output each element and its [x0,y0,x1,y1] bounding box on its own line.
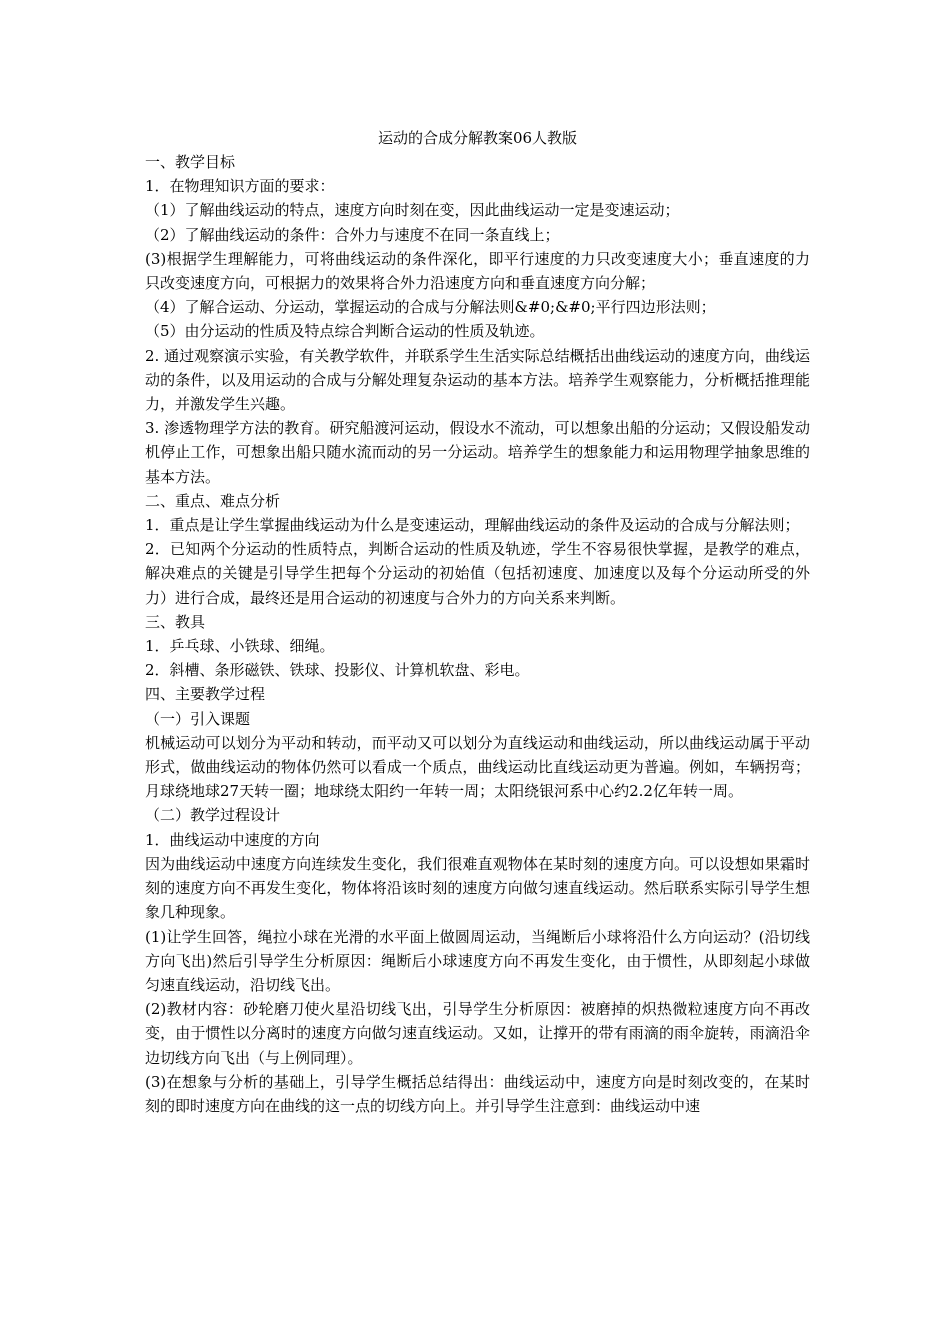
paragraph: (3)在想象与分析的基础上，引导学生概括总结得出：曲线运动中，速度方向是时刻改变的，在某时刻的即时速度方向在曲线的这一点的切线方向上。并引导学生注意到：曲线运动中速 [145,1072,810,1115]
paragraph: 二、重点、难点分析 [145,491,281,510]
paragraph: （二）教学过程设计 [145,806,281,825]
paragraph: 三、教具 [145,612,206,631]
paragraph: 一、教学目标 [145,153,236,171]
paragraph: （5）由分运动的性质及特点综合判断合运动的性质及轨迹。 [145,322,545,341]
paragraph: 2．已知两个分运动的性质特点，判断合运动的性质及轨迹，学生不容易很快掌握，是教学的难点，解决难点的关键是引导学生把每个分运动的初始值（包括初速度、加速度以及每个分运动所受的外力）进行合成，最终还是用合运动的初速度与合外力的方向关系来判断。 [145,540,810,607]
paragraph: （1）了解曲线运动的特点，速度方向时刻在变，因此曲线运动一定是变速运动； [145,201,680,220]
paragraph: 1．在物理知识方面的要求： [145,177,335,196]
document-title: 运动的合成分解教案06人教版 [377,129,578,147]
document-page [145,126,810,1118]
paragraph: (1)让学生回答，绳拉小球在光滑的水平面上做圆周运动，当绳断后小球将沿什么方向运动？(沿切线方向飞出)然后引导学生分析原因：绳断后小球速度方向不再发生变化，由于惯性，从即刻起小球做匀速直线运动，沿切线飞出。 [145,927,810,994]
paragraph: 2. 通过观察演示实验，有关教学软件，并联系学生生活实际总结概括出曲线运动的速度方向，曲线运动的条件，以及用运动的合成与分解处理复杂运动的基本方法。培养学生观察能力，分析概括推理能力，并激发学生兴趣。 [145,346,810,414]
paragraph: 1．曲线运动中速度的方向 [145,830,320,849]
paragraph: 2．斜槽、条形磁铁、铁球、投影仪、计算机软盘、彩电。 [145,661,530,680]
paragraph: （一）引入课题 [145,709,251,728]
paragraph: 机械运动可以划分为平动和转动，而平动又可以划分为直线运动和曲线运动，所以曲线运动属于平动形式，做曲线运动的物体仍然可以看成一个质点，曲线运动比直线运动更为普遍。例如，车辆拐弯；月球绕地球27天转一圈；地球绕太阳约一年转一周；太阳绕银河系中心约2.2亿年转一周。 [145,733,810,801]
paragraph: 1．乒乓球、小铁球、细绳。 [145,637,335,656]
document-body [145,150,810,1118]
paragraph: 因为曲线运动中速度方向连续发生变化，我们很难直观物体在某时刻的速度方向。可以设想如果霜时刻的速度方向不再发生变化，物体将沿该时刻的速度方向做匀速直线运动。然后联系实际引导学生想象几种现象。 [145,854,810,922]
paragraph: （4）了解合运动、分运动，掌握运动的合成与分解法则&#0;&#0;平行四边形法则； [145,298,716,317]
paragraph: 四、主要教学过程 [145,685,266,704]
paragraph: (3)根据学生理解能力，可将曲线运动的条件深化，即平行速度的力只改变速度大小；垂直速度的力只改变速度方向，可根据力的效果将合外力沿速度方向和垂直速度方向分解； [145,249,810,293]
paragraph: (2)教材内容：砂轮磨刀使火星沿切线飞出，引导学生分析原因：被磨掉的炽热微粒速度方向不再改变，由于惯性以分离时的速度方向做匀速直线运动。又如，让撑开的带有雨滴的雨伞旋转，雨滴沿伞边切线方向飞出（与上例同理）。 [145,1000,810,1067]
paragraph: 3. 渗透物理学方法的教育。研究船渡河运动，假设水不流动，可以想象出船的分运动；又假设船发动机停止工作，可想象出船只随水流而动的另一分运动。培养学生的想象能力和运用物理学抽象思维的基本方法。 [145,419,810,486]
paragraph: 1．重点是让学生掌握曲线运动为什么是变速运动，理解曲线运动的条件及运动的合成与分解法则； [145,516,800,535]
paragraph: （2）了解曲线运动的条件：合外力与速度不在同一条直线上； [145,225,560,244]
